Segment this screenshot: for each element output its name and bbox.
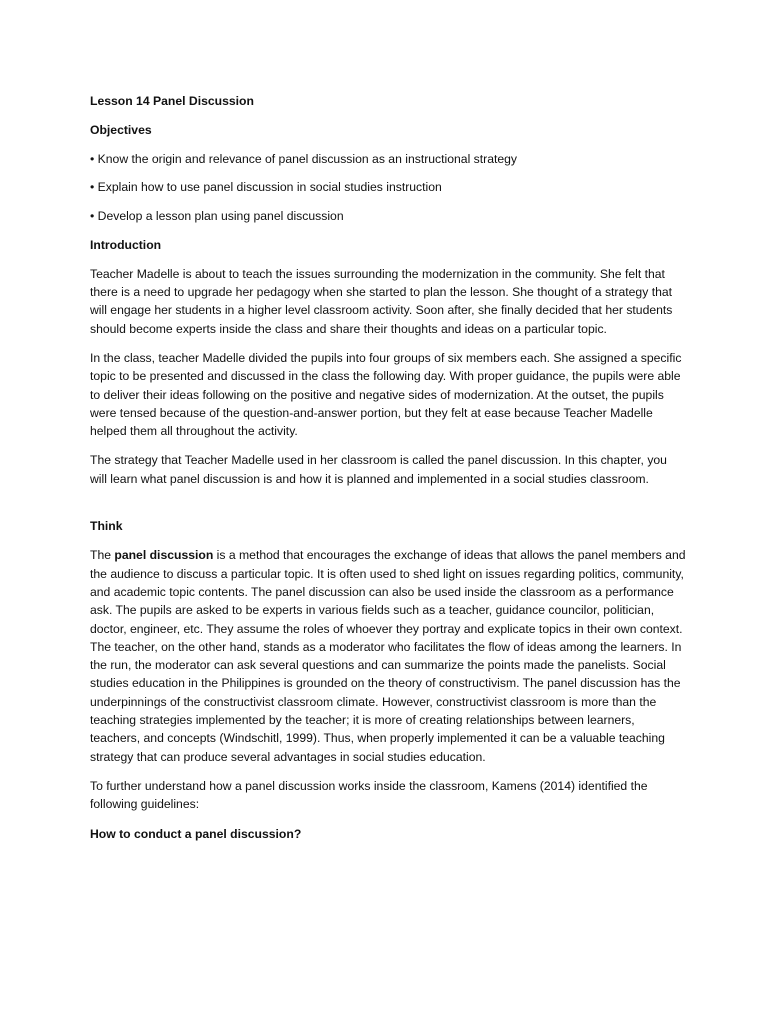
objective-item: • Develop a lesson plan using panel discussion <box>90 209 344 224</box>
think-heading: Think <box>90 519 123 534</box>
objective-item: • Explain how to use panel discussion in social studies instruction <box>90 180 442 195</box>
think-paragraph-body: is a method that encourages the exchange of ideas that allows the panel members and the audience to discuss a particular topic. It is often used to shed light on issues regarding politics, community, and academic topic contents. The panel discussion can also be used inside the classroom as a performance ask. The pupils are asked to be experts in various fields such as a teacher, guidance councilor, politician, doctor, engineer, etc. They assume the roles of whoever they portray and explicate topics in their own context. The teacher, on the other hand, stands as a moderator who facilitates the flow of ideas among the learners. In the run, the moderator can ask several questions and can summarize the points made the panelists. Social studies education in the Philippines is grounded on the theory of constructivism. The panel discussion has the underpinnings of the constructivist classroom climate. However, constructivist classroom is more than the teaching strategies implemented by the teacher; it is more of creating relationships between learners, teachers, and concepts (Windschitl, 1999). Thus, when properly implemented it can be a valuable teaching strategy that can produce several advantages in social studies education. <box>90 548 686 764</box>
introduction-paragraph: In the class, teacher Madelle divided the pupils into four groups of six members each. She assigned a specific topic to be presented and discussed in the class the following day. With proper guidance, the pupils were able to deliver their ideas following on the positive and negative sides of modernization. At the outset, the pupils were tensed because of the question-and-answer portion, but they felt at ease because Teacher Madelle helped them all throughout the activity. <box>90 350 682 439</box>
guidelines-paragraph: To further understand how a panel discussion works inside the classroom, Kamens (2014) identified the following guidelines: <box>90 778 648 812</box>
introduction-heading: Introduction <box>90 237 162 252</box>
panel-discussion-term: panel discussion <box>114 548 214 563</box>
objective-item: • Know the origin and relevance of panel discussion as an instructional strategy <box>90 151 518 166</box>
conduct-subheading: How to conduct a panel discussion? <box>90 826 302 841</box>
objectives-heading: Objectives <box>90 122 152 137</box>
lesson-title: Lesson 14 Panel Discussion <box>90 94 254 108</box>
introduction-paragraph: Teacher Madelle is about to teach the issues surrounding the modernization in the community. She felt that there is a need to upgrade her pedagogy when she started to plan the lesson. She thought of a strategy that will engage her students in a higher level classroom activity. Soon after, she finally decided that her students should become experts inside the class and share their thoughts and ideas on a particular topic. <box>90 266 673 336</box>
think-paragraph <box>90 546 686 766</box>
introduction-paragraph: The strategy that Teacher Madelle used in her classroom is called the panel discussion. In this chapter, you will learn what panel discussion is and how it is planned and implemented in a social studies classroom. <box>90 453 667 486</box>
think-paragraph-lead: The <box>90 548 115 563</box>
